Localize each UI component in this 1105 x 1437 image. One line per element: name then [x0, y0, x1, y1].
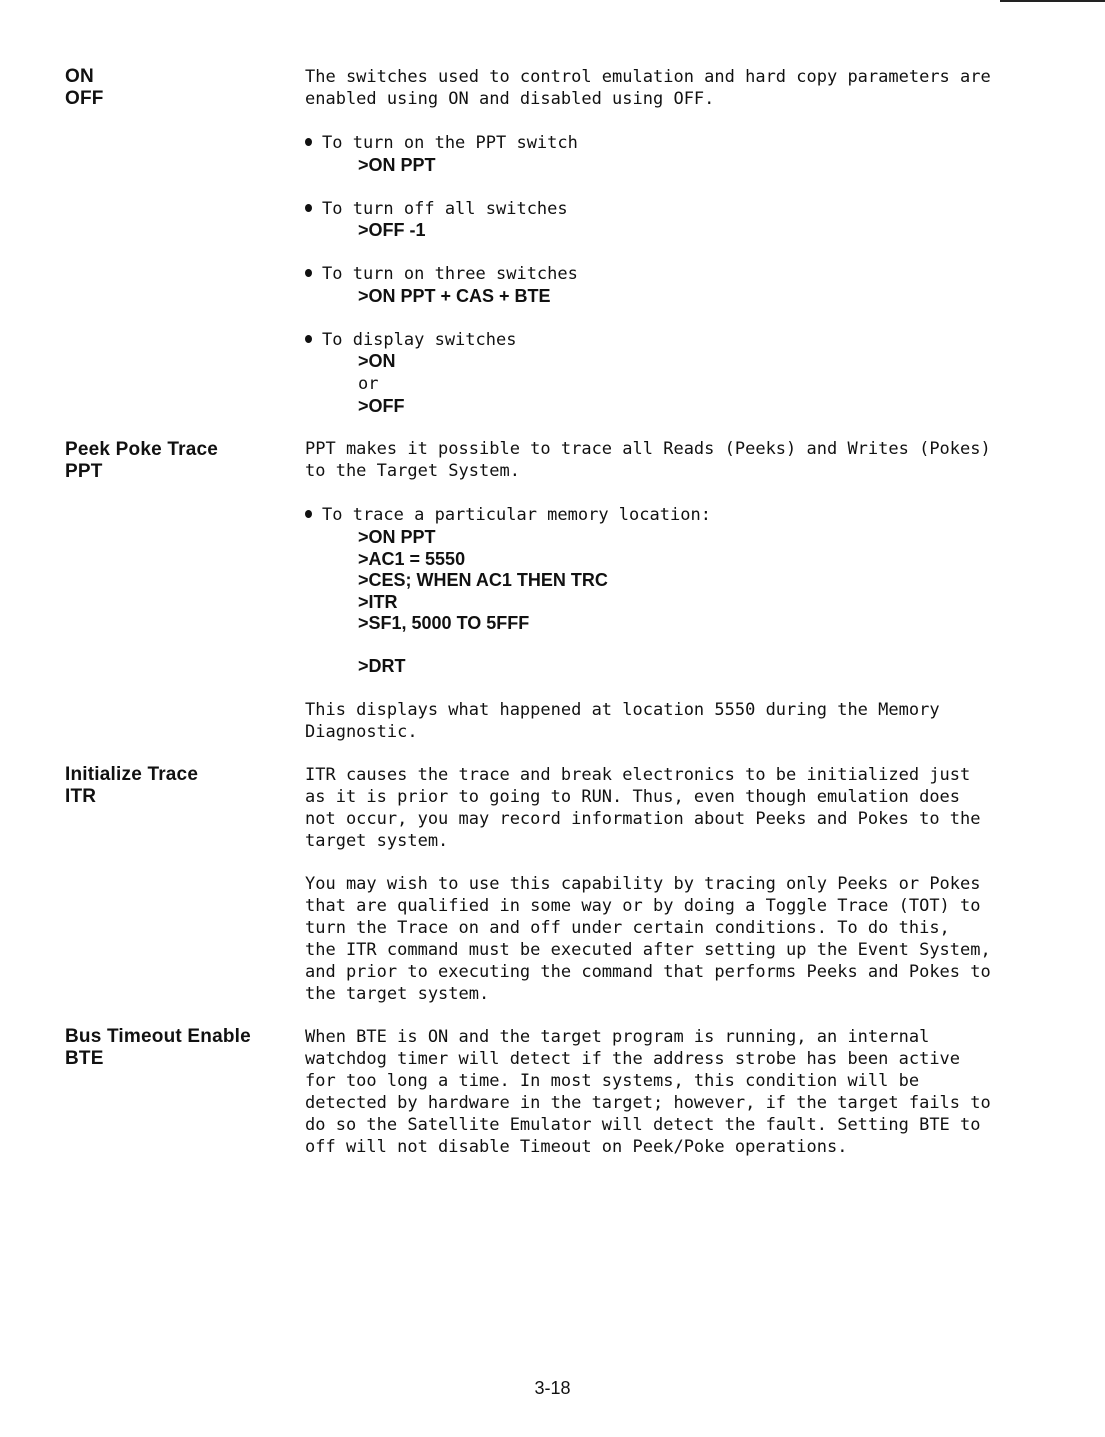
bullet-icon [305, 335, 312, 343]
bullet-item: To trace a particular memory location: [305, 504, 1005, 526]
command-line: >OFF [358, 396, 405, 416]
bullet-item: To turn on the PPT switch [305, 132, 1005, 154]
bte-paragraph: When BTE is ON and the target program is running, an internal watchdog timer will detect if the address strobe has been active for too long a time. In most systems, this condition will be detected by hardware in the target; however, if the target fails to do so the Satellite Emulator will detect the fault. Setting BTE to off will not disable Timeout on Peek/Poke operations. [305, 1027, 991, 1157]
command-line: >ON PPT + CAS + BTE [358, 286, 551, 306]
label-bus-timeout-enable: Bus Timeout Enable BTE [65, 1026, 251, 1069]
command-line: >ITR [358, 592, 398, 612]
label-peek-poke-trace: Peek Poke Trace PPT [65, 439, 218, 482]
itr-paragraph-1: ITR causes the trace and break electronics to be initialized just as it is prior to going to RUN. Thus, even though emulation does not occur, you may record information about Peeks and Pokes to the target system. [305, 765, 981, 851]
bullet-item: To display switches [305, 329, 1005, 351]
ppt-after-text: This displays what happened at location 5550 during the Memory Diagnostic. [305, 700, 940, 742]
bullet-icon [305, 204, 312, 212]
ppt-intro: PPT makes it possible to trace all Reads (Peeks) and Writes (Pokes) to the Target System. [305, 439, 991, 481]
or-text: or [358, 374, 379, 394]
bullet-icon [305, 138, 312, 146]
top-rule [1000, 0, 1105, 2]
page-number: 3-18 [534, 1378, 571, 1398]
label-initialize-trace: Initialize Trace ITR [65, 764, 199, 807]
label-on-off: ON OFF [65, 66, 104, 109]
command-line: >ON PPT [358, 527, 436, 547]
command-line: >DRT [358, 656, 406, 676]
command-line: >CES; WHEN AC1 THEN TRC [358, 570, 608, 590]
command-line: >SF1, 5000 TO 5FFF [358, 613, 530, 633]
bullet-item: To turn off all switches [305, 198, 1005, 220]
bullet-icon [305, 269, 312, 277]
command-line: >AC1 = 5550 [358, 549, 466, 569]
command-line: >OFF -1 [358, 220, 426, 240]
bullet-icon [305, 510, 312, 518]
command-line: >ON PPT [358, 155, 436, 175]
bullet-item: To turn on three switches [305, 263, 1005, 285]
on-off-intro: The switches used to control emulation and hard copy parameters are enabled using ON and disabled using OFF. [305, 67, 991, 109]
command-line: >ON [358, 351, 396, 371]
itr-paragraph-2: You may wish to use this capability by tracing only Peeks or Pokes that are qualified in some way or by doing a Toggle Trace (TOT) to turn the Trace on and off under certain conditions. To do this, the ITR command must be executed after setting up the Event System, and prior to executing the command that performs Peeks and Pokes to the target system. [305, 874, 991, 1004]
